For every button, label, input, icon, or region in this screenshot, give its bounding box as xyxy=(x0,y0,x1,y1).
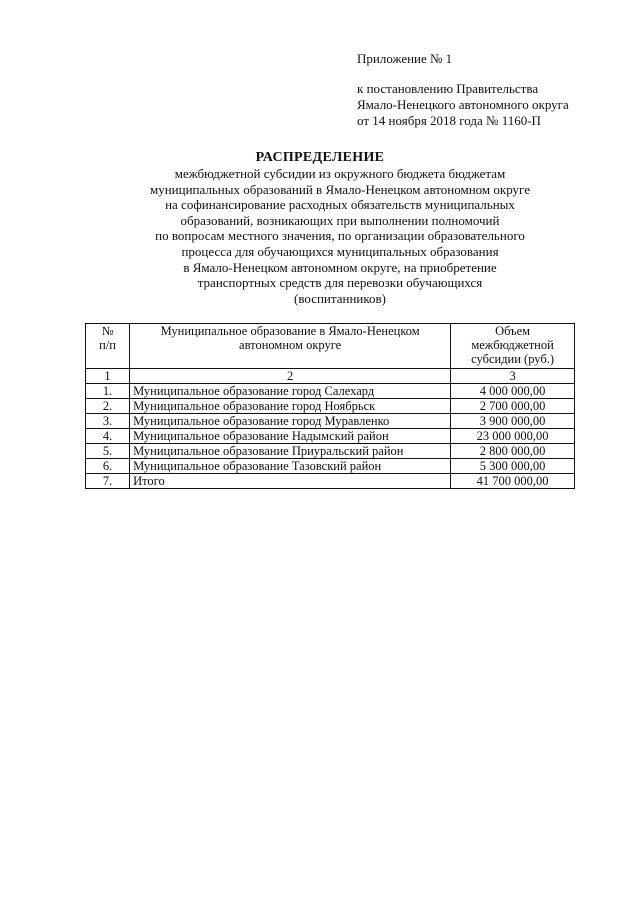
table-total-row xyxy=(86,474,575,489)
row-number: 1. xyxy=(86,384,130,399)
row-municipality: Муниципальное образование Тазовский район xyxy=(130,459,451,474)
subtitle-line: образований, возникающих при выполнении полномочий xyxy=(180,212,500,228)
subtitle-line: муниципальных образований в Ямало-Ненецком автономном округе xyxy=(150,181,530,197)
row-number: 2. xyxy=(86,399,130,414)
row-total-label: Итого xyxy=(130,474,451,489)
row-municipality: Муниципальное образование город Салехард xyxy=(130,384,451,399)
column-number: 1 xyxy=(86,369,130,384)
table-row xyxy=(86,459,575,474)
row-number: 5. xyxy=(86,444,130,459)
document-title: РАСПРЕДЕЛЕНИЕ xyxy=(255,150,385,165)
document-subtitle xyxy=(100,166,580,306)
row-municipality: Муниципальное образование Надымский район xyxy=(130,429,451,444)
appendix-government: Ямало-Ненецкого автономного округа xyxy=(357,97,569,112)
row-amount: 5 300 000,00 xyxy=(451,459,575,474)
row-amount: 2 700 000,00 xyxy=(451,399,575,414)
subtitle-line: (воспитанников) xyxy=(294,290,386,306)
row-number: 4. xyxy=(86,429,130,444)
row-amount: 3 900 000,00 xyxy=(451,414,575,429)
header-municipality: Муниципальное образование в Ямало-Ненецком автономном округе xyxy=(130,324,451,369)
row-municipality: Муниципальное образование город Ноябрьск xyxy=(130,399,451,414)
table-row xyxy=(86,444,575,459)
column-number: 2 xyxy=(130,369,451,384)
row-number: 7. xyxy=(86,474,130,489)
subtitle-line: межбюджетной субсидии из окружного бюджета бюджетам xyxy=(174,166,506,181)
row-number: 6. xyxy=(86,459,130,474)
row-amount: 2 800 000,00 xyxy=(451,444,575,459)
subtitle-line: в Ямало-Ненецком автономном округе, на приобретение xyxy=(183,259,497,275)
subtitle-line: процесса для обучающихся муниципальных образования xyxy=(181,243,499,259)
subtitle-line: транспортных средств для перевозки обучающихся xyxy=(197,275,483,291)
table-header-row xyxy=(86,324,575,369)
row-amount: 4 000 000,00 xyxy=(451,384,575,399)
header-amount: Объем межбюджетной субсидии (руб.) xyxy=(451,324,575,369)
table-row xyxy=(86,429,575,444)
table-row xyxy=(86,414,575,429)
column-number-row xyxy=(86,369,575,384)
column-number: 3 xyxy=(451,369,575,384)
table-row xyxy=(86,384,575,399)
row-number: 3. xyxy=(86,414,130,429)
header-number: № п/п xyxy=(86,324,130,369)
appendix-date: от 14 ноября 2018 года № 1160-П xyxy=(357,113,541,128)
row-amount: 23 000 000,00 xyxy=(451,429,575,444)
appendix-number: Приложение № 1 xyxy=(357,51,453,66)
row-municipality: Муниципальное образование город Муравленко xyxy=(130,414,451,429)
table-row xyxy=(86,399,575,414)
row-municipality: Муниципальное образование Приуральский район xyxy=(130,444,451,459)
subtitle-line: на софинансирование расходных обязательств муниципальных xyxy=(165,197,515,213)
appendix-block xyxy=(357,51,569,129)
subtitle-line: по вопросам местного значения, по организации образовательного xyxy=(155,228,525,244)
row-total-amount: 41 700 000,00 xyxy=(451,474,575,489)
appendix-resolution: к постановлению Правительства xyxy=(357,81,539,96)
distribution-table xyxy=(85,323,575,489)
